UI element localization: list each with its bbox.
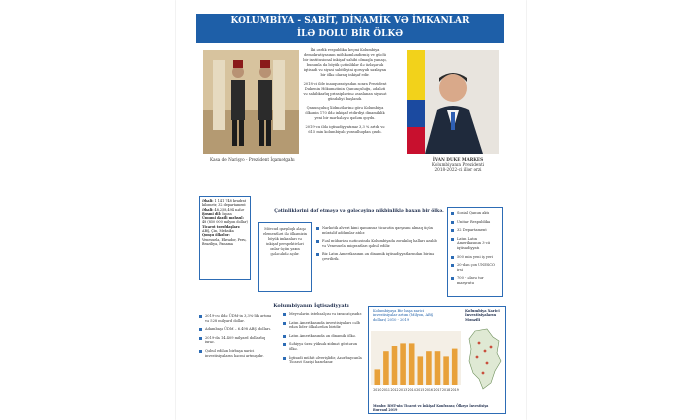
chart-x-tick-label: 2012 (390, 388, 399, 392)
chart-x-tick-label: 2011 (381, 388, 390, 392)
chart-bar (392, 346, 398, 385)
chart-bar (435, 351, 441, 385)
list-item: 500 min yeni iş yeri (451, 255, 499, 260)
intro-paragraph: Qanunçuluq Xidmətlərinə görə Kolumbiya ölkənin 170 ildə inkişaf etdirdiyi dinamiklik yeni bir mərhələyə qədəm qoydu. (305, 106, 385, 120)
list-item: Fəal mübarizə nəticəsində Kolumbiyada zorakılıq halları azalıb və Venesuela miqrantları qəbul edilir. (316, 239, 438, 248)
colombia-map (465, 327, 503, 393)
fact-label: Ümumi daxili məhsul: (202, 216, 244, 221)
title-banner (196, 14, 504, 43)
chart-x-tick-label: 2017 (433, 388, 442, 392)
opportunities-box (258, 222, 312, 292)
chart-x-tick-label: 2019 (450, 388, 459, 392)
fact-value: 48,258,494 nəfər (214, 207, 245, 212)
chart-bar (418, 356, 424, 385)
list-item: 20-dən çox UNESCO irsi (451, 263, 499, 272)
list-item: Latın Amerikasında investisiyaları cəlb edən lider ölkələrdən biridir. (283, 321, 363, 330)
chart-x-tick-label: 2018 (442, 388, 451, 392)
list-item: 32 Departament (451, 228, 499, 233)
list-item: Latın Amerikasında ən dinamik ölkə. (283, 334, 363, 339)
list-item: Narkotik alveri kimi qanunsuz ticarətin qarşısını almaq üçün müxtəlif addımlar atılır. (316, 226, 438, 235)
intro-paragraph: İki əsrlik respublika keçmi Kolumbiya demokratiyasının möhkəmləndirmiş ve güclü bir institusional inkişaf sahibi olmaqla yanaşı, bununla da böyük çətinliklər ilə üzləşərək iqtisadi və siyasi sabitliyini qoruyub saxlayan bir ölkə olaraq inkişaf edir. (303, 48, 387, 77)
fact-item (202, 216, 248, 225)
list-item: Latın Latın Amerikasının 3-cü iqtisadiyyatı (451, 237, 499, 251)
fact-label: Rəsmi dil: (202, 211, 222, 216)
fact-label: Əhali: (202, 207, 214, 212)
chart-bar (383, 351, 389, 385)
facts-box (199, 196, 251, 280)
list-item: Qəbul edilən birbaşa xarici investisiyaların həcmi artmışdır. (199, 349, 274, 358)
fact-value: 1 141 748 kvadrat kilometr, 32 departament (202, 199, 247, 208)
chart-title: Kolumbiyaya Bir başa xarici investisiyalar artım (Milyon, ABŞ dolları) 2010 - 2019 (373, 309, 434, 322)
economy-heading: Kolumbiyanın İqtisadiyyatı (273, 303, 349, 309)
map-caption: Kolumbiya Xarici İnvestisiyaların Mənzili (465, 309, 500, 322)
facts-list (202, 199, 248, 246)
chart-x-tick-label: 2013 (399, 388, 408, 392)
list-item: 2019-cu ildə ÜDM-in 3,3%-lik artımı və 528 milyard dollar. (199, 314, 274, 323)
bar-chart (371, 331, 461, 393)
chart-bar (409, 343, 415, 385)
list-item: Meyvələrin istehsalçısı və ixracatçısıdır. (283, 312, 363, 317)
fact-label: Əhali: (202, 199, 214, 203)
list-item: Biz Latın Amerikasının ən dinamik iqtisadiyyatlarından birinə çevrilirik. (316, 252, 438, 261)
fact-item (202, 199, 248, 208)
chart-x-tick-label: 2010 (373, 388, 382, 392)
intro-paragraph: 2019-cu ildə iqtisadiyyatımız 3,3 % artdı və 615 min kolumbiyalı yoxsulluqdan çıxdı. (305, 125, 385, 134)
title-line-1: KOLUMBİYA - SABİT, DİNAMİK VƏ İMKANLAR (230, 16, 470, 26)
president-caption (418, 157, 498, 172)
list-item: 700 - əlavə tur marşrutu (451, 276, 499, 285)
president-years: 2018-2022-ci illər ərzi (434, 167, 482, 172)
chart-x-tick-label: 2014 (407, 388, 416, 392)
fact-label: Ticarət tərəfdaşları: (202, 224, 241, 229)
list-item: 2019-da 14.409 milyard dollarlıq ixrac. (199, 336, 274, 345)
chart-bar (426, 351, 432, 385)
title-line-2: İLƏ DOLU BİR ÖLKƏ (296, 29, 404, 39)
fact-value: İspan (222, 211, 232, 216)
chart-footer: Mənbə: BMT-nin Ticarət və İnkişaf Konfransı; Ölkəyə İnvestisiya Bureaul 2019 (373, 404, 489, 412)
fact-value: Venesuela, Ekvador, Peru, Braziliya, Panama (202, 237, 247, 246)
fact-value: 48 (850 000 milyon dollar) (202, 220, 248, 225)
fact-value: ABŞ, Çin, Meksika (202, 229, 234, 234)
economy-center-list (283, 312, 363, 369)
chart-x-tick-label: 2016 (424, 388, 433, 392)
center-heading: Çətinliklərini dəf etməyə və gələcəyinə nikbinliklə baxan bir ölkə. (274, 209, 444, 214)
investment-chart-box (368, 306, 506, 414)
fact-label: Qonşu ölkələr: (202, 233, 230, 238)
president-title: Kolumbiyanın Prezidenti (431, 162, 485, 167)
chart-bar (375, 369, 381, 385)
list-item: Unitar Respublika (451, 220, 499, 225)
chart-bar (400, 343, 406, 385)
intro-text (303, 48, 387, 139)
chart-bar (452, 349, 458, 385)
opportunities-text: Mövcud qarşılıqlı əlaqə elementləri ilə ölkəmizin böyük imkanları və inkişaf perspektivləri onlar üçün yaxın gələcəkdə açılır. (263, 227, 307, 256)
fact-item (202, 225, 248, 234)
list-item: Adambaşı ÜDM – 6.498 ABŞ dolları. (199, 327, 274, 332)
president-name: İVAN DUKE MARKES (432, 157, 484, 162)
intro-paragraph: 2018-ci ilde inauqurasiyadan sonra Prezident Dukenin Hökumətinin Qanunçuluğu, ədaləti və sahibkarlıq prinsiplərinə əsaslanan siyasət gündəliyi başlandı. (303, 82, 387, 101)
list-item: Sosial Qanun aktı (451, 211, 499, 216)
list-item: İqtisadi mühit əlverişlidir, Azərbaycanla Ticarət Sazişi hazırlanır. (283, 356, 363, 365)
guards-photo-caption: Kasa de Narişyo - Prezident İqamətgahı (210, 157, 295, 162)
economy-left-list (199, 314, 274, 362)
list-item: Səhiyyə üzrə yüksək xidmət göstərən ölkə. (283, 342, 363, 351)
chart-bar (443, 356, 449, 385)
chart-x-tick-label: 2015 (416, 388, 425, 392)
guards-photo (203, 50, 299, 154)
president-photo (407, 50, 499, 154)
country-features-box (447, 207, 503, 297)
challenges-list (316, 226, 438, 266)
fact-item (202, 233, 248, 246)
